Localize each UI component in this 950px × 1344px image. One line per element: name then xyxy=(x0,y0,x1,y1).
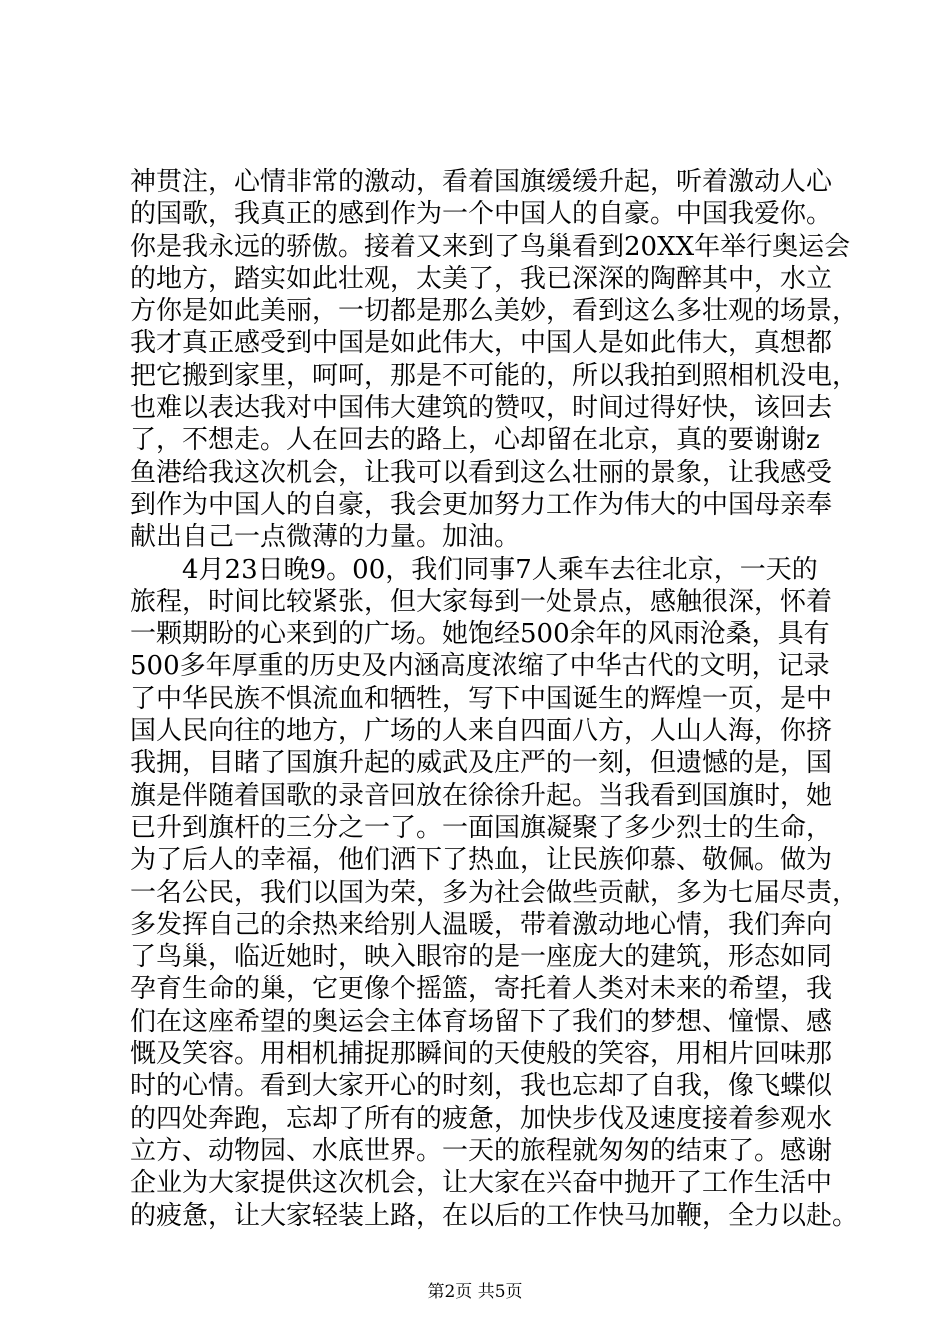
paragraph-2 xyxy=(130,554,859,1232)
text-line: 方你是如此美丽，一切都是那么美妙，看到这么多壮观的场景， xyxy=(130,296,859,327)
text-line: 一名公民，我们以国为荣，多为社会做些贡献，多为七届尽责， xyxy=(130,877,859,908)
text-line: 鱼港给我这次机会，让我可以看到这么壮丽的景象，让我感受 xyxy=(130,457,833,488)
text-line: 了中华民族不惧流血和牺牲，写下中国诞生的辉煌一页，是中 xyxy=(130,683,833,714)
text-line: 我才真正感受到中国是如此伟大，中国人是如此伟大，真想都 xyxy=(130,328,833,359)
text-line: 旗是伴随着国歌的录音回放在徐徐升起。当我看到国旗时，她 xyxy=(130,780,833,811)
text-line: 国人民向往的地方，广场的人来自四面八方，人山人海，你挤 xyxy=(130,716,833,747)
text-line: 了鸟巢，临近她时，映入眼帘的是一座庞大的建筑，形态如同 xyxy=(130,942,833,973)
text-line: 旅程，时间比较紧张，但大家每到一处景点，感触很深，怀着 xyxy=(130,586,833,617)
text-line: 时的心情。看到大家开心的时刻，我也忘却了自我，像飞蝶似 xyxy=(130,1071,833,1102)
text-line: 立方、动物园、水底世界。一天的旅程就匆匆的结束了。感谢 xyxy=(130,1135,833,1166)
text-line: 孕育生命的巢，它更像个摇篮，寄托着人类对未来的希望，我 xyxy=(130,974,833,1005)
text-line: 多发挥自己的余热来给别人温暖，带着激动地心情，我们奔向 xyxy=(130,909,833,940)
text-line: 为了后人的幸福，他们洒下了热血，让民族仰慕、敬佩。做为 xyxy=(130,845,833,876)
text-line: 到作为中国人的自豪，我会更加努力工作为伟大的中国母亲奉 xyxy=(130,489,833,520)
text-line: 你是我永远的骄傲。接着又来到了鸟巢看到20XX年举行奥运会 xyxy=(130,231,851,262)
text-line: 慨及笑容。用相机捕捉那瞬间的天使般的笑容，用相片回味那 xyxy=(130,1039,833,1070)
text-line: 把它搬到家里，呵呵，那是不可能的，所以我拍到照相机没电， xyxy=(130,360,859,391)
text-line: 已升到旗杆的三分之一了。一面国旗凝聚了多少烈士的生命， xyxy=(130,812,833,843)
text-line: 也难以表达我对中国伟大建筑的赞叹，时间过得好快，该回去 xyxy=(130,393,833,424)
text-line: 500多年厚重的历史及内涵高度浓缩了中华古代的文明，记录 xyxy=(130,651,830,682)
text-line: 们在这座希望的奥运会主体育场留下了我们的梦想、憧憬、感 xyxy=(130,1006,833,1037)
text-line: 的四处奔跑，忘却了所有的疲惫，加快步伐及速度接着参观水 xyxy=(130,1103,833,1134)
text-line: 的地方，踏实如此壮观，太美了，我已深深的陶醉其中，水立 xyxy=(130,263,833,294)
body-text xyxy=(130,166,859,1232)
text-line: 献出自己一点微薄的力量。加油。 xyxy=(130,522,521,553)
text-line: 神贯注，心情非常的激动，看着国旗缓缓升起，听着激动人心 xyxy=(130,167,833,197)
text-line: 一颗期盼的心来到的广场。她饱经500余年的风雨沧桑，具有 xyxy=(130,619,830,650)
page-footer xyxy=(0,1282,950,1302)
text-line: 的国歌，我真正的感到作为一个中国人的自豪。中国我爱你。 xyxy=(130,199,833,230)
page-number: 第2页 共5页 xyxy=(427,1282,523,1302)
text-line: 4月23日晚9。00，我们同事7人乘车去往北京，一天的 xyxy=(130,554,818,585)
text-line: 了，不想走。人在回去的路上，心却留在北京，真的要谢谢z xyxy=(130,425,820,456)
text-line: 的疲惫，让大家轻装上路，在以后的工作快马加鞭，全力以赴。 xyxy=(130,1200,859,1231)
paragraph-1 xyxy=(130,166,859,554)
text-line: 我拥，目睹了国旗升起的威武及庄严的一刻，但遗憾的是，国 xyxy=(130,748,833,779)
text-line: 企业为大家提供这次机会，让大家在兴奋中抛开了工作生活中 xyxy=(130,1168,833,1199)
